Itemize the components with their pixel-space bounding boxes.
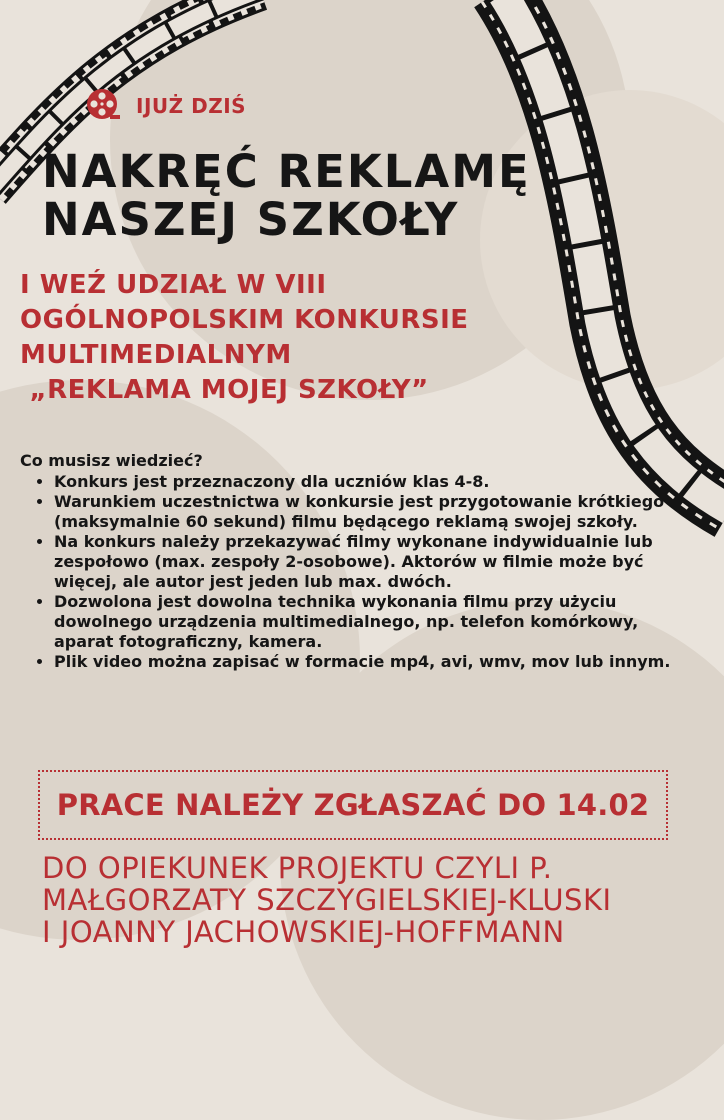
subtitle — [20, 268, 469, 408]
title-line: NASZEJ SZKOŁY — [42, 193, 460, 246]
subtitle-line: MULTIMEDIALNYM — [20, 340, 292, 370]
contact-line: I JOANNY JACHOWSKIEJ-HOFFMANN — [42, 915, 565, 949]
subtitle-line: I WEŹ UDZIAŁ W VIII — [20, 270, 327, 300]
info-heading: Co musisz wiedzieć? — [20, 451, 203, 470]
contact-info — [42, 852, 612, 948]
list-item: • Na konkurs należy przekazywać filmy wykonane indywidualnie lub zespołowo (max. zespoły 2-osobowe). Aktorów w filmie może być więcej, ale autor jest jeden lub max. dwóch. — [54, 532, 680, 592]
deadline-box — [38, 770, 668, 840]
subtitle-line: OGÓLNOPOLSKIM KONKURSIE — [20, 305, 469, 335]
contact-line: DO OPIEKUNEK PROJEKTU CZYLI P. — [42, 851, 553, 885]
film-reel-icon — [86, 88, 122, 124]
deadline-text: PRACE NALEŻY ZGŁASZAĆ DO 14.02 — [56, 788, 650, 822]
badge-text: IJUŻ DZIŚ — [136, 94, 247, 118]
contact-line: MAŁGORZATY SZCZYGIELSKIEJ-KLUSKI — [42, 883, 612, 917]
list-item: • Plik video można zapisać w formacie mp4, avi, wmv, mov lub innym. — [54, 652, 680, 672]
info-section — [20, 451, 680, 672]
page-title — [42, 145, 531, 246]
subtitle-line: „REKLAMA MOJEJ SZKOŁY” — [20, 375, 429, 405]
title-line: NAKRĘĆ REKLAMĘ — [42, 145, 531, 198]
info-list — [20, 472, 680, 672]
badge — [86, 88, 246, 124]
list-item: • Konkurs jest przeznaczony dla uczniów klas 4-8. — [54, 472, 680, 492]
list-item: • Warunkiem uczestnictwa w konkursie jest przygotowanie krótkiego (maksymalnie 60 sekund) filmu będącego reklamą swojej szkoły. — [54, 492, 680, 532]
list-item: • Dozwolona jest dowolna technika wykonania filmu przy użyciu dowolnego urządzenia multimedialnego, np. telefon komórkowy, aparat fotograficzny, kamera. — [54, 592, 680, 652]
